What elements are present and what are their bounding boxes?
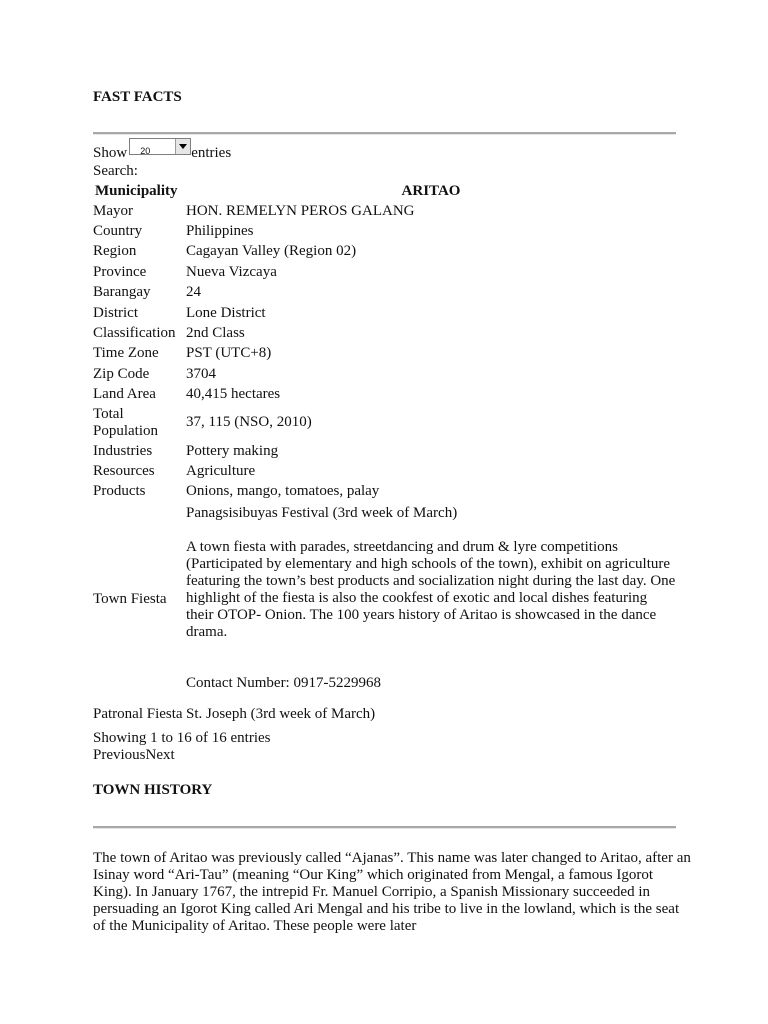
next-button[interactable]: Next [145,747,175,763]
table-row [93,482,676,502]
field-value: 24 [186,284,201,301]
table-row [93,344,676,364]
fast-facts-table [93,181,676,732]
field-label: Time Zone [93,345,159,362]
field-value: Onions, mango, tomatoes, palay [186,483,380,500]
field-label: Region [93,243,137,260]
field-value: Agriculture [186,462,256,479]
field-value [186,502,676,696]
field-value: Philippines [186,223,254,240]
field-label: Land Area [93,386,156,403]
field-value: St. Joseph (3rd week of March) [186,705,376,722]
dropdown-button[interactable] [175,139,190,154]
table-row [93,201,676,221]
table-row [93,364,676,384]
divider [93,826,676,829]
field-label: Zip Code [93,365,150,382]
table-row [93,242,676,262]
field-label: Province [93,263,147,280]
table-row [93,303,676,323]
field-label: Total Population [93,405,159,439]
table-row [93,221,676,241]
field-label: District [93,304,138,321]
table-row [93,502,676,696]
field-label: Products [93,483,146,500]
field-value: HON. REMELYN PEROS GALANG [186,202,415,219]
field-value: 2nd Class [186,325,245,342]
table-header-row [93,181,676,201]
entries-label: entries [191,145,232,161]
field-value: 3704 [186,365,216,382]
divider [93,132,676,135]
table-row [93,283,676,303]
column-header-aritao[interactable]: ARITAO [401,182,461,199]
entries-select[interactable] [129,138,191,155]
table-row [93,441,676,461]
table-row [93,323,676,343]
table-row [93,405,676,441]
table-row [93,461,676,481]
field-label: Patronal Fiesta [93,705,183,722]
field-value: 40,415 hectares [186,386,281,403]
column-header-municipality[interactable]: Municipality [95,182,178,199]
history-paragraph: The town of Aritao was previously called “Ajanas”. This name was later changed to Aritao, after an Isinay word “Ari-Tau” (meaning “Our King” which originated from Mengal, a famous Igorot King). In January 1767, the intrepid Fr. Manuel Corripio, a Spanish Missionary succeeded in persuading an Igorot King called Ari Mengal and his tribe to live in the lowland, which is the seat of the Municipality of Aritao. These people were later [93,850,691,934]
town-history-heading: TOWN HISTORY [93,782,213,798]
field-label: Town Fiesta [93,590,167,607]
field-label: Country [93,223,143,240]
field-label: Industries [93,442,153,459]
table-row [93,262,676,282]
field-label: Resources [93,462,155,479]
field-value: PST (UTC+8) [186,345,272,362]
table-row [93,696,676,732]
field-value: Lone District [186,304,266,321]
fiesta-description: A town fiesta with parades, streetdancing and drum & lyre competitions (Participated by elementary and high schools of the town), exhibit on agriculture featuring the town’s best products and socialization night during the last day. One highlight of the fiesta is also the cookfest of exotic and local dishes featuring their OTOP- Onion. The 100 years history of Aritao is showcased in the dance drama. [186,539,676,641]
previous-button[interactable]: Previous [93,747,146,763]
fast-facts-heading: FAST FACTS [93,89,182,105]
field-value: 37, 115 (NSO, 2010) [186,414,312,431]
entries-length-control [93,141,231,165]
field-label: Barangay [93,284,151,301]
field-value: Nueva Vizcaya [186,263,277,280]
field-value: Cagayan Valley (Region 02) [186,243,357,260]
table-info: Showing 1 to 16 of 16 entries [93,730,271,746]
field-value: Pottery making [186,442,279,459]
entries-value: 20 [140,146,151,156]
fiesta-name: Panagsisibuyas Festival (3rd week of March) [186,505,458,522]
search-label[interactable]: Search: [93,163,138,179]
chevron-down-icon [179,144,187,149]
field-label: Mayor [93,202,133,219]
contact-number: Contact Number: 0917-5229968 [186,675,381,692]
field-label: Classification [93,325,176,342]
table-row [93,385,676,405]
show-label: Show [93,145,128,161]
pagination [93,747,175,764]
